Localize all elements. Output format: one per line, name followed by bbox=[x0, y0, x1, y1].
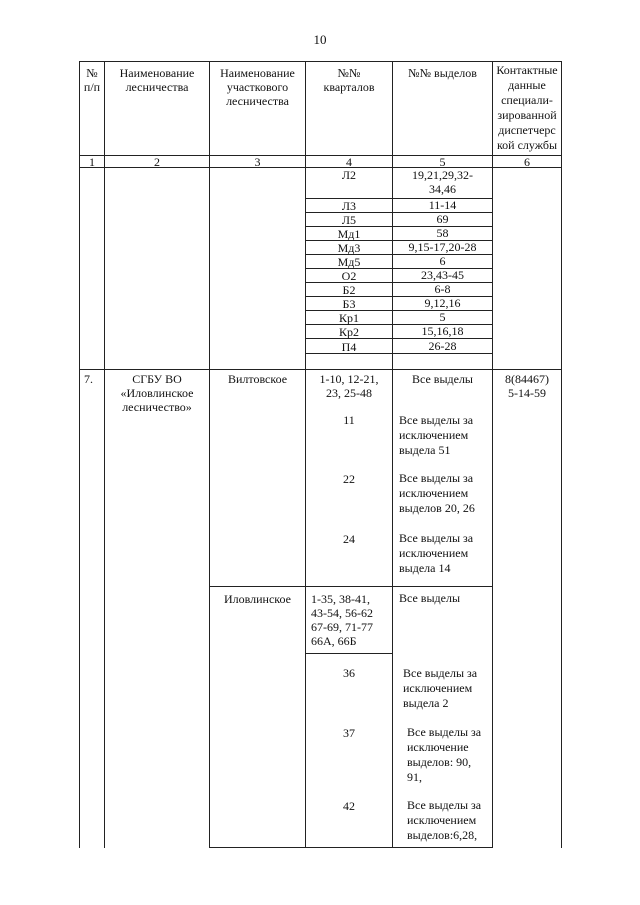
quarter-cell: Мд5 bbox=[337, 255, 361, 269]
district-name: Вилтовское bbox=[227, 372, 288, 386]
header-col-number: № п/п bbox=[83, 66, 101, 94]
quarter-cell: 1-10, 12-21, 23, 25-48 bbox=[319, 372, 379, 400]
sections-cell: 26-28 bbox=[428, 339, 457, 353]
contact-phone: 8(84467) 5-14-59 bbox=[505, 372, 549, 400]
sections-cell: 15,16,18 bbox=[421, 324, 464, 338]
sections-cell: 6 bbox=[439, 254, 446, 268]
header-col-contact: Контактные данные специали- зированной диспетчерс кой службы bbox=[496, 63, 558, 152]
quarter-cell: Л5 bbox=[341, 213, 357, 227]
column-number: 3 bbox=[254, 155, 261, 169]
sections-cell: 19,21,29,32- 34,46 bbox=[412, 168, 473, 196]
column-number: 6 bbox=[524, 155, 530, 169]
sections-cell: 5 bbox=[439, 310, 446, 324]
quarter-cell: 22 bbox=[343, 472, 355, 486]
sections-cell: 9,12,16 bbox=[424, 296, 461, 310]
sections-cell: Все выделы за исключением выделов 20, 26 bbox=[399, 471, 475, 515]
sections-cell: 11-14 bbox=[428, 198, 457, 212]
quarter-cell: Б3 bbox=[342, 297, 356, 311]
quarter-cell: 37 bbox=[343, 726, 355, 740]
sections-cell: Все выделы за исключением выдела 14 bbox=[399, 531, 474, 575]
column-number: 2 bbox=[154, 155, 160, 169]
sections-cell: Все выделы за исключение выделов: 90, 91, bbox=[407, 725, 482, 784]
sections-cell: 23,43-45 bbox=[421, 268, 464, 282]
quarter-cell: Л2 bbox=[341, 168, 357, 182]
quarter-cell: Л3 bbox=[341, 199, 357, 213]
sections-cell: Все выделы за исключением выделов:6,28, bbox=[407, 798, 482, 842]
quarter-cell: Мд1 bbox=[337, 227, 361, 241]
district-name: Иловлинское bbox=[223, 592, 291, 606]
sections-cell: Все выделы за исключением выдела 2 bbox=[403, 666, 478, 710]
sections-cell: Все выделы bbox=[411, 372, 473, 386]
sections-cell: Все выделы bbox=[399, 591, 461, 605]
quarter-cell: Б2 bbox=[342, 283, 356, 297]
header-col-district: Наименование участкового лесничества bbox=[220, 66, 295, 108]
quarter-cell: Кр2 bbox=[338, 325, 359, 339]
column-number: 1 bbox=[89, 155, 95, 169]
page-number: 10 bbox=[313, 32, 327, 47]
quarter-cell: 42 bbox=[343, 799, 355, 813]
sections-cell: 9,15-17,20-28 bbox=[408, 240, 477, 254]
quarter-cell: 1-35, 38-41, 43-54, 56-62 67-69, 71-77 66А, 66Б bbox=[311, 592, 373, 648]
quarter-cell: П4 bbox=[341, 340, 357, 354]
quarter-cell: Мд3 bbox=[337, 241, 361, 255]
header-col-forestry: Наименование лесничества bbox=[119, 66, 195, 94]
sections-cell: 69 bbox=[436, 212, 449, 226]
quarter-cell: 36 bbox=[343, 666, 355, 680]
sections-cell: 58 bbox=[436, 226, 449, 240]
quarter-cell: 11 bbox=[343, 413, 355, 427]
quarter-cell: 24 bbox=[343, 532, 355, 546]
header-col-quarters: №№ кварталов bbox=[323, 66, 375, 94]
forestry-table bbox=[79, 61, 562, 848]
sections-cell: Все выделы за исключением выдела 51 bbox=[399, 413, 474, 457]
entry-number: 7. bbox=[84, 372, 93, 386]
quarter-cell: Кр1 bbox=[338, 311, 359, 325]
column-number: 4 bbox=[346, 155, 352, 169]
forestry-name: СГБУ ВО «Иловлинское лесничество» bbox=[120, 372, 194, 414]
quarter-cell: О2 bbox=[341, 269, 357, 283]
header-col-sections: №№ выделов bbox=[408, 66, 477, 80]
column-number: 5 bbox=[439, 155, 446, 169]
sections-cell: 6-8 bbox=[434, 282, 451, 296]
